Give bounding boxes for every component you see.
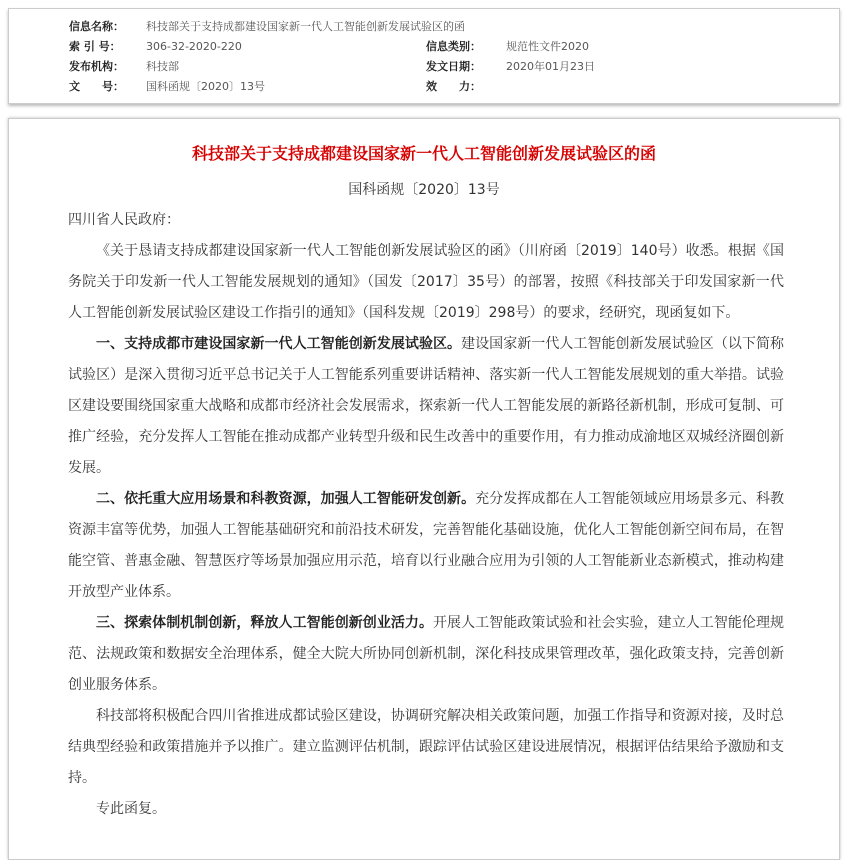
info-name-value: 科技部关于支持成都建设国家新一代人工智能创新发展试验区的函 xyxy=(146,20,465,33)
document-title: 科技部关于支持成都建设国家新一代人工智能创新发展试验区的函 xyxy=(191,144,656,163)
info-row-docno xyxy=(69,77,829,97)
document-number: 国科函规〔2020〕13号 xyxy=(348,182,500,198)
info-row-publisher xyxy=(69,57,829,77)
info-row-name xyxy=(69,17,829,37)
info-label: 发布机构： xyxy=(69,60,124,73)
paragraph: 《关于恳请支持成都建设国家新一代人工智能创新发展试验区的函》（川府函〔2019〕140号）收悉。根据《国务院关于印发新一代人工智能发展规划的通知》（国发〔2017〕35号）的部署，按照《科技部关于印发国家新一代人工智能创新发展试验区建设工作指引的通知》（国科发规〔2019〕298号）的要求，经研究，现函复如下。 xyxy=(68,243,784,321)
info-category-value: 规范性文件2020 xyxy=(506,40,589,53)
paragraph-text: 建设国家新一代人工智能创新发展试验区（以下简称试验区）是深入贯彻习近平总书记关于人工智能系列重要讲话精神、落实新一代人工智能发展规划的重大举措。试验区建设要围绕国家重大战略和成都市经济社会发展需求，探索新一代人工智能发展的新路径新机制，形成可复制、可推广经验，充分发挥人工智能在推动成都产业转型升级和民生改善中的重要作用，有力推动成渝地区双城经济圈创新发展。 xyxy=(68,336,785,476)
info-docno-value: 国科函规〔2020〕13号 xyxy=(146,80,265,93)
paragraph xyxy=(68,608,784,701)
document-info-panel xyxy=(8,8,840,104)
info-label: 信息类别： xyxy=(426,40,481,53)
info-label: 索 引 号： xyxy=(69,40,121,53)
paragraph: 科技部将积极配合四川省推进成都试验区建设，协调研究解决相关政策问题，加强工作指导和资源对接，及时总结典型经验和政策措施并予以推广。建立监测评估机制，跟踪评估试验区建设进展情况，根据评估结果给予激励和支持。 xyxy=(68,708,784,786)
paragraph-text: 充分发挥成都在人工智能领域应用场景多元、科教资源丰富等优势，加强人工智能基础研究和前沿技术研发，完善智能化基础设施，优化人工智能创新空间布局，在智能空管、普惠金融、智慧医疗等场景加强应用示范，培育以行业融合应用为引领的人工智能新业态新模式，推动构建开放型产业体系。 xyxy=(68,491,784,600)
section-heading: 二、依托重大应用场景和科教资源，加强人工智能研发创新。 xyxy=(96,491,476,507)
info-label: 效 力： xyxy=(426,80,481,93)
closing: 专此函复。 xyxy=(96,801,166,817)
info-row-index xyxy=(69,37,829,57)
info-publisher-value: 科技部 xyxy=(146,60,179,73)
section-heading: 三、探索体制机制创新，释放人工智能创新创业活力。 xyxy=(96,615,433,631)
paragraph-text: 开展人工智能政策试验和社会实验，建立人工智能伦理规范、法规政策和数据安全治理体系，健全大院大所协同创新机制，深化科技成果管理改革，强化政策支持，完善创新创业服务体系。 xyxy=(68,615,784,693)
paragraph xyxy=(68,484,784,608)
info-index-value: 306-32-2020-220 xyxy=(146,40,242,53)
section-heading: 一、支持成都市建设国家新一代人工智能创新发展试验区。 xyxy=(96,336,462,352)
info-label: 发文日期： xyxy=(426,60,481,73)
document-body-panel xyxy=(8,118,840,860)
paragraph xyxy=(68,329,784,484)
info-date-value: 2020年01月23日 xyxy=(506,60,595,73)
document-content xyxy=(68,205,784,825)
info-label: 信息名称： xyxy=(69,20,124,33)
info-label: 文 号： xyxy=(69,80,124,93)
salutation: 四川省人民政府： xyxy=(68,212,180,228)
